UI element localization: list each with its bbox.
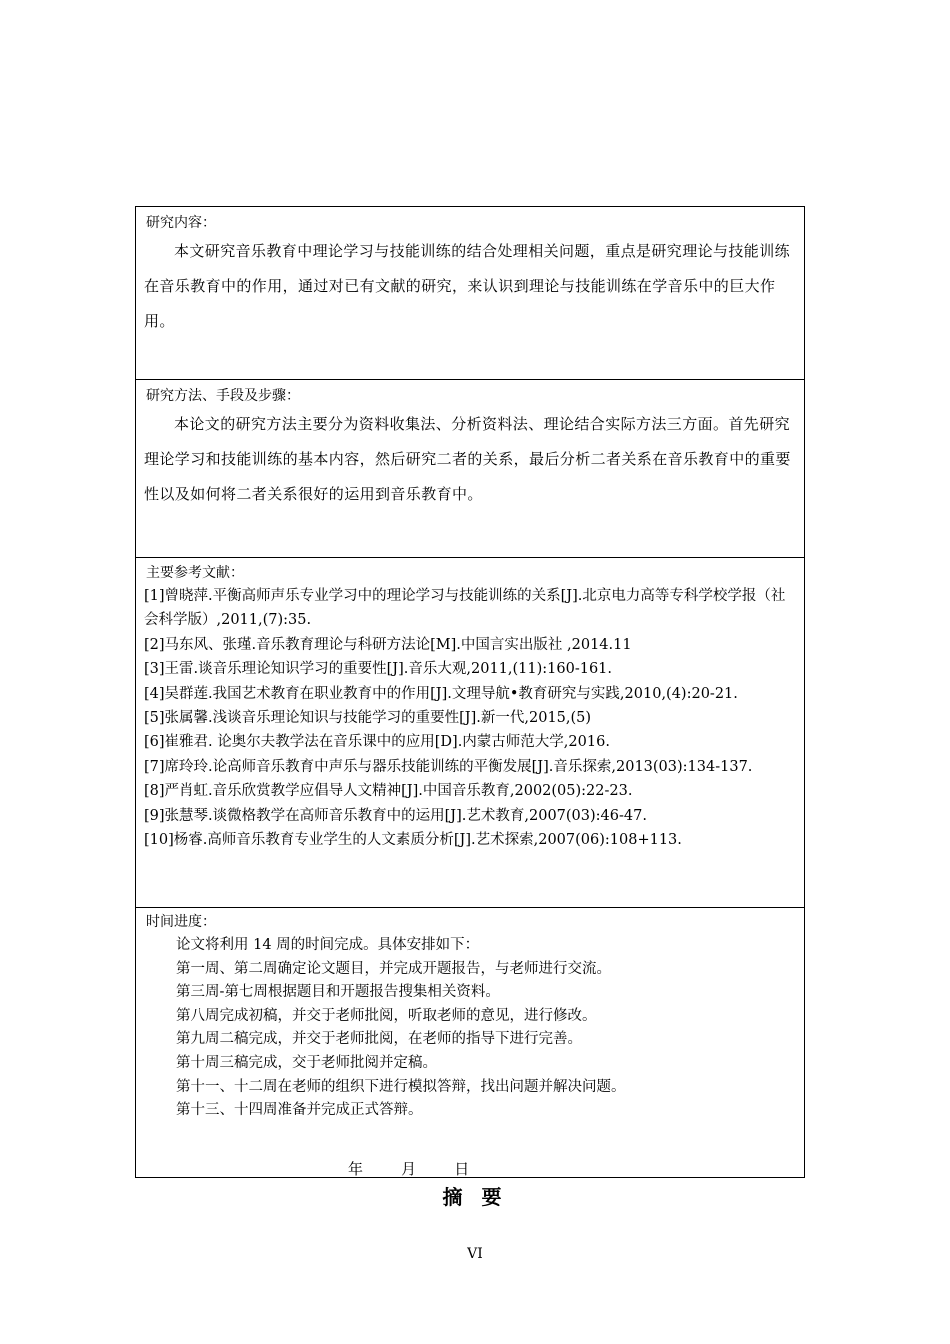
- schedule-line: 第八周完成初稿，并交于老师批阅，听取老师的意见，进行修改。: [176, 1007, 597, 1024]
- references-section: [136, 557, 804, 907]
- reference-item: [3]王雷.谈音乐理论知识学习的重要性[J].音乐大观,2011,(11):160-161.: [144, 661, 613, 678]
- reference-item: [1]曾晓萍.平衡高师声乐专业学习中的理论学习与技能训练的关系[J].北京电力高等专科学校学报（社会科学版）,2011,(7):35.: [144, 588, 786, 629]
- research-content-heading: 研究内容：: [146, 215, 216, 231]
- schedule-line: 论文将利用 14 周的时间完成。具体安排如下：: [176, 937, 480, 953]
- abstract-title: 摘 要: [442, 1185, 508, 1209]
- schedule-line: 第一周、第二周确定论文题目，并完成开题报告，与老师进行交流。: [176, 960, 611, 977]
- reference-item: [2]马东风、张瑾.音乐教育理论与科研方法论[M].中国言实出版社 ,2014.11: [144, 636, 632, 653]
- schedule-line: 第九周二稿完成，并交于老师批阅，在老师的指导下进行完善。: [176, 1031, 582, 1048]
- schedule-line: 第十一、十二周在老师的组织下进行模拟答辩，找出问题并解决问题。: [176, 1078, 626, 1095]
- reference-item: [8]严肖虹.音乐欣赏教学应倡导人文精神[J].中国音乐教育,2002(05):22-23.: [144, 783, 633, 800]
- references-heading: 主要参考文献：: [146, 565, 244, 581]
- page-number: VI: [467, 1246, 483, 1262]
- proposal-table: [135, 206, 805, 1178]
- reference-item: [7]席玲玲.论高师音乐教育中声乐与器乐技能训练的平衡发展[J].音乐探索,2013(03):134-137.: [144, 758, 753, 775]
- reference-item: [4]吴群莲.我国艺术教育在职业教育中的作用[J].文理导航•教育研究与实践,2010,(4):20-21.: [144, 685, 738, 702]
- references-list: [144, 584, 794, 852]
- schedule-list: [176, 934, 626, 1123]
- research-content-paragraph: 本文研究音乐教育中理论学习与技能训练的结合处理相关问题，重点是研究理论与技能训练在音乐教育中的作用，通过对已有文献的研究，来认识到理论与技能训练在学音乐中的巨大作用。: [144, 242, 791, 330]
- schedule-line: 第十周三稿完成，交于老师批阅并定稿。: [176, 1054, 437, 1071]
- reference-item: [5]张属馨.浅谈音乐理论知识与技能学习的重要性[J].新一代,2015,(5): [144, 710, 592, 727]
- schedule-heading: 时间进度：: [146, 914, 216, 930]
- schedule-section: [136, 907, 804, 1177]
- research-methods-paragraph: 本论文的研究方法主要分为资料收集法、分析资料法、理论结合实际方法三方面。首先研究理论学习和技能训练的基本内容，然后研究二者的关系，最后分析二者关系在音乐教育中的重要性以及如何将二者关系很好的运用到音乐教育中。: [144, 415, 791, 503]
- research-methods-heading: 研究方法、手段及步骤：: [146, 388, 300, 404]
- reference-item: [9]张慧琴.谈微格教学在高师音乐教育中的运用[J].艺术教育,2007(03):46-47.: [144, 807, 647, 824]
- reference-item: [6]崔雅君. 论奥尔夫教学法在音乐课中的应用[D].内蒙古师范大学,2016.: [144, 734, 610, 751]
- research-methods-section: [136, 379, 804, 557]
- schedule-line: 第三周-第七周根据题目和开题报告搜集相关资料。: [176, 984, 500, 1001]
- schedule-line: 第十三、十四周准备并完成正式答辩。: [176, 1102, 423, 1119]
- research-content-section: [136, 207, 804, 379]
- date-line: 年 月 日: [348, 1160, 470, 1178]
- reference-item: [10]杨睿.高师音乐教育专业学生的人文素质分析[J].艺术探索,2007(06):108+113.: [144, 832, 682, 849]
